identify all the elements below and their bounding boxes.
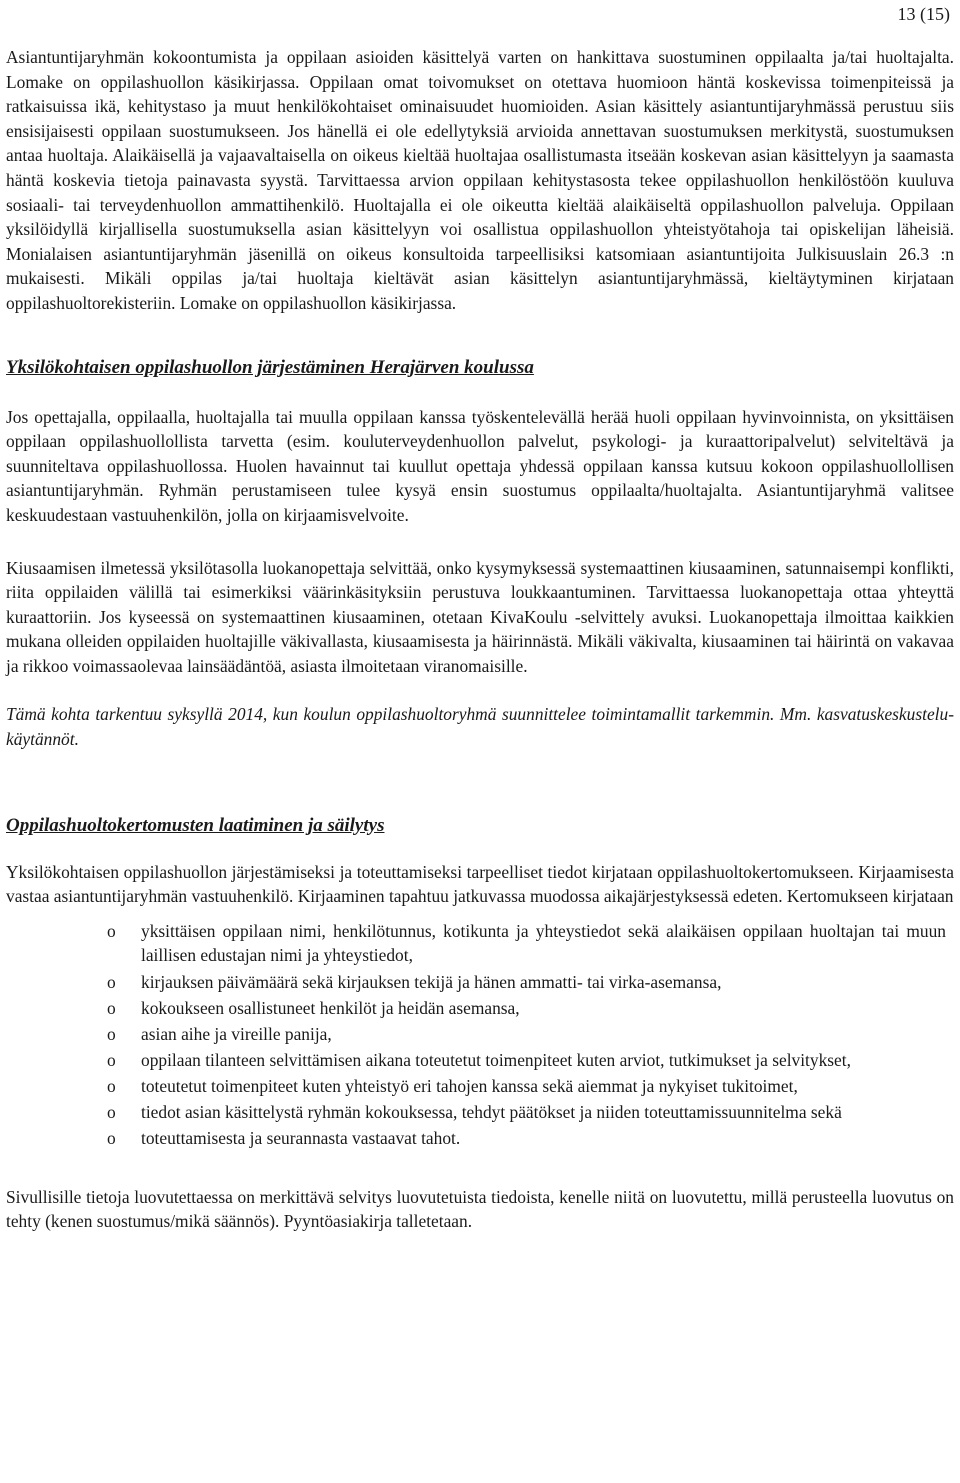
list-item: o asian aihe ja vireille panija, [6,1022,954,1047]
bullet-marker: o [107,971,116,992]
page-number: 13 (15) [897,4,950,24]
bullet-marker: o [107,1128,116,1149]
list-item: o yksittäisen oppilaan nimi, henkilötunnus, kotikunta ja yhteystiedot sekä alaikäisen oppilaan huoltajan tai muun laillisen edustajan nimi ja yhteystiedot, [107,920,946,966]
bullet-marker: o [107,1049,116,1070]
list-item: o tiedot asian käsittelystä ryhmän kokouksessa, tehdyt päätökset ja niiden toteuttamissuunnitelma sekä [6,1100,954,1125]
bullet-marker: o [107,1023,116,1044]
section-heading-records: Oppilashuoltokertomusten laatiminen ja säilytys [6,814,385,836]
list-item: o kokoukseen osallistuneet henkilöt ja heidän asemansa, [6,996,954,1021]
list-item: o toteuttamisesta ja seurannasta vastaavat tahot. [6,1126,954,1151]
bullet-marker: o [107,1075,116,1096]
paragraph-concern: Jos opettajalla, oppilaalla, huoltajalla tai muulla oppilaan kanssa työskentelevällä herää huoli oppilaan hyvinvoinnista, on yksittäisen oppilaan oppilashuollollista tarvetta (esim. kouluterveydenhuollon palvelut, psykologi- ja kuraattoripalvelut) selviteltävä ja suunniteltava oppilashuollossa. Huolen havainnut tai kuullut opettaja yhdessä oppilaan kanssa kutsuu kokoon oppilashuollollisen asiantuntijaryhmän. Ryhmän perustamiseen tulee kysyä ensin suostumus oppilaalta/huoltajalta. Asiantuntijaryhmä valitsee keskuudestaan vastuuhenkilön, jolla on kirjaamisvelvoite. [6,406,954,525]
paragraph-bullying: Kiusaamisen ilmetessä yksilötasolla luokanopettaja selvittää, onko kysymyksessä systemaattinen kiusaaminen, satunnaisempi konflikti, riita oppilaiden välillä tai esimerkiksi väärinkäsityksiin perustuva loukkaantuminen. Tarvittaessa luokanopettaja ottaa yhteyttä kuraattoriin. Jos kyseessä on systemaattinen kiusaaminen, otetaan KivaKoulu -selvittely avuksi. Luokanopettaja ilmoittaa kaikkien mukana olleiden oppilaiden huoltajille väkivallasta, kiusaamisesta ja häirinnästä. Mikäli väkivalta, kiusaaminen tai häirintä on vakavaa ja rikkoo voimassaolevaa lainsäädäntöä, asiasta ilmoitetaan viranomaisille. [6,557,954,676]
paragraph-consent: Asiantuntijaryhmän kokoontumista ja oppilaan asioiden käsittelyä varten on hankittava suostuminen oppilaalta ja/tai huoltajalta. Lomake on oppilashuollon käsikirjassa. Oppilaan omat toivomukset on otettava huomioon häntä koskevissa toimenpiteissä ja ratkaisuissa ikä, kehitystaso ja muut henkilökohtaiset ominaisuudet huomioiden. Asian käsittely asiantuntijaryhmässä perustuu siis ensisijaisesti oppilaan suostumukseen. Jos hänellä ei ole edellytyksiä arvioida annettavan suostumuksen merkitystä, suostumuksen antaa huoltaja. Alaikäisellä ja vajaavaltaisella on oikeus kieltää huoltajaa osallistumasta itseään koskevan asian käsittelyyn ja saamasta häntä koskevia tietoja painavasta syystä. Tarvittaessa arvion oppilaan kehitystasosta tekee oppilashuollon henkilöstöön kuuluva sosiaali- tai terveydenhuollon ammattihenkilö. Huoltajalla ei ole oikeutta kieltää alaikäiseltä oppilashuollon palveluja. Oppilaan yksilöidyllä kirjallisella suostumuksella asian käsittelyyn voi osallistua oppilashuollon yhteistyötahoja tai opiskelijan läheisiä. Monialaisen asiantuntijaryhmän jäsenillä on oikeus konsultoida tarpeellisiksi katsomiaan asiantuntijoita Julkisuuslain 26.3 :n mukaisesti. Mikäli oppilas ja/tai huoltaja kieltävät asian käsittelyn asiantuntijaryhmässä, kieltäytyminen kirjataan oppilashuoltorekisteriin. Lomake on oppilashuollon käsikirjassa. [6,47,954,313]
bullet-marker: o [107,997,116,1018]
records-list [6,919,954,1151]
list-item: o toteutetut toimenpiteet kuten yhteistyö eri tahojen kanssa sekä aiemmat ja nykyiset tukitoimet, [6,1074,954,1099]
bullet-marker: o [107,1102,116,1122]
list-item: o oppilaan tilanteen selvittämisen aikana toteutetut toimenpiteet kuten arviot, tutkimukset ja selvitykset, [6,1048,954,1073]
paragraph-records-intro: Yksilökohtaisen oppilashuollon järjestämiseksi ja toteuttamiseksi tarpeelliset tiedot kirjataan oppilashuoltokertomukseen. Kirjaamisesta vastaa asiantuntijaryhmän vastuuhenkilö. Kirjaaminen tapahtuu jatkuvassa muodossa aikajärjestyksessä edeten. Kertomukseen kirjataan [6,861,954,907]
section-heading-individual-welfare: Yksilökohtaisen oppilashuollon järjestäminen Herajärven koulussa [6,356,534,378]
list-item: o kirjauksen päivämäärä sekä kirjauksen tekijä ja hänen ammatti- tai virka-asemansa, [6,970,954,995]
document-body [6,45,954,1234]
paragraph-note: Tämä kohta tarkentuu syksyllä 2014, kun koulun oppilashuoltoryhmä suunnittelee toimintamallit tarkemmin. Mm. kasvatuskeskustelu-käytännöt. [6,704,954,750]
paragraph-disclosure: Sivullisille tietoja luovutettaessa on merkittävä selvitys luovutetuista tiedoista, kenelle niitä on luovutettu, millä perusteella luovutus on tehty (kenen suostumus/mikä säännös). Pyyntöasiakirja talletetaan. [6,1186,954,1232]
bullet-marker: o [107,920,116,941]
